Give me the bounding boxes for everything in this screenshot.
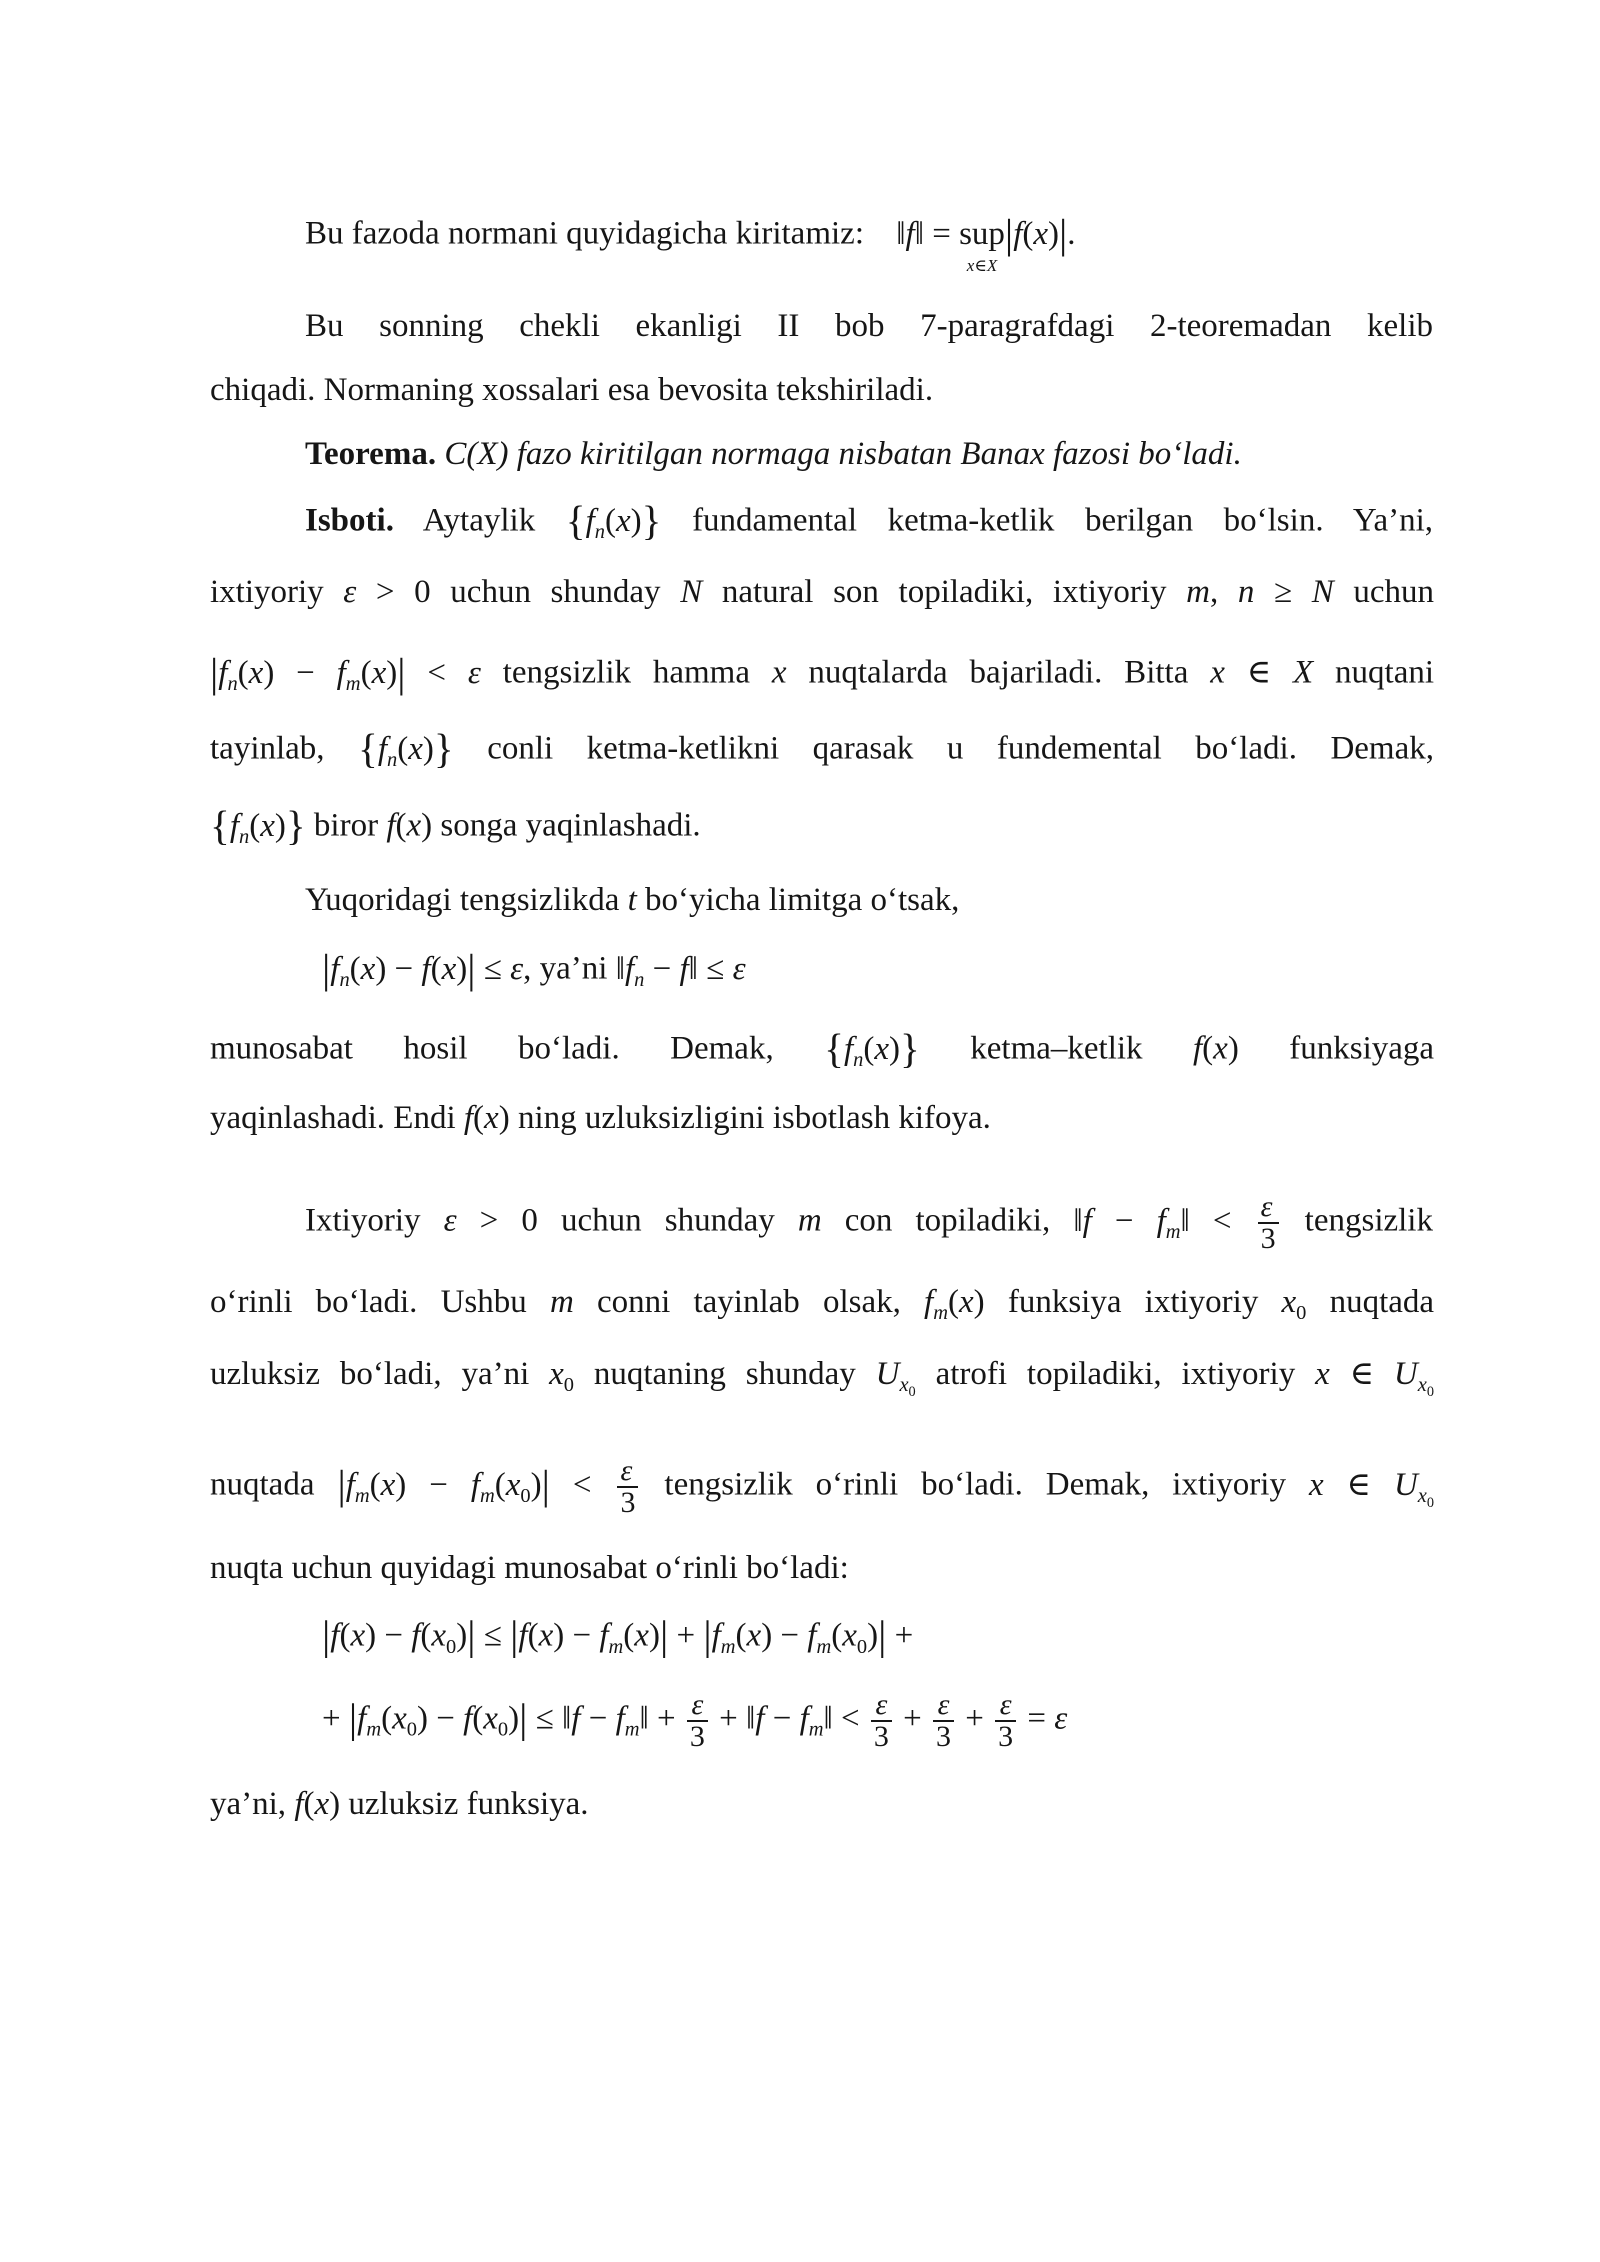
- sequence-formula-3: $\{f_n(x)\}$: [210, 802, 306, 848]
- convergence-line-1: munosabat hosil bo‘ladi. Demak, $\{f_n(x)\}$ ketma–ketlik f(x) funksiyaga: [210, 1025, 1435, 1071]
- paragraph-2-line-1: Bu sonning chekli ekanligi II bob 7-paragrafdagi 2-teoremadan kelib: [305, 308, 1433, 344]
- convergence-line-2: yaqinlashadi. Endi f(x) ning uzluksizligini isbotlash kifoya.: [210, 1100, 991, 1136]
- x-in-X: x ∈ X: [1210, 654, 1314, 691]
- continuity-line-5: nuqta uchun quyidagi munosabat o‘rinli bo‘ladi:: [210, 1550, 849, 1586]
- proof-line-3: $|f_n(x) - f_m(x)| < \varepsilon$ tengsizlik hamma x nuqtalarda bajariladi. Bitta x ∈ X nuqtani: [210, 649, 1435, 695]
- theorem-label: Teorema.: [305, 436, 437, 472]
- proof-line-4: tayinlab, $\{f_n(x)\}$ conli ketma-ketlikni qarasak u fundemental bo‘ladi. Demak,: [210, 725, 1434, 771]
- sequence-formula-2: $\{f_n(x)\}$: [358, 725, 454, 771]
- paragraph-2-line-2: chiqadi. Normaning xossalari esa bevosita tekshiriladi.: [210, 372, 934, 408]
- norm-intro-text: Bu fazoda normani quyidagicha kiritamiz:: [305, 215, 864, 252]
- continuity-line-3: uzluksiz bo‘ladi, ya’ni $x_0$ nuqtaning shunday $U_{x_0}$ atrofi topiladiki, ixtiyoriy x ∈ $U_{x_0}$: [210, 1356, 1434, 1401]
- norm-definition-line: [305, 210, 1076, 275]
- continuity-line-4: nuqtada $|f_m(x) - f_m(x_0)|$ < $\frac{\varepsilon}{3}$ tengsizlik o‘rinli bo‘ladi. Demak, ixtiyoriy x ∈ $U_{x_0}$: [210, 1454, 1435, 1519]
- continuity-line-2: o‘rinli bo‘ladi. Ushbu m conni tayinlab olsak, $f_m(x)$ funksiya ixtiyoriy $x_0$ nuqtada: [210, 1284, 1435, 1325]
- limit-inequality-formula: $|f_n(x) - f(x)| \le \varepsilon$, ya’ni $‖f_n$ − f‖ ≤ ε: [322, 945, 746, 991]
- limit-function: f(x): [386, 807, 433, 844]
- norm-epsilon-third: ‖f − $f_m‖$ < $\frac{\varepsilon}{3}$: [1073, 1203, 1281, 1239]
- conclusion-line: ya’ni, f(x) uzluksiz funksiya.: [210, 1786, 589, 1822]
- proof-label: Isboti.: [305, 502, 394, 539]
- theorem-text: C(X) fazo kiritilgan normaga nisbatan Banax fazosi bo‘ladi.: [444, 436, 1242, 472]
- norm-formula: ‖f‖ = sup x∈X |f(x)|.: [896, 216, 1075, 252]
- continuity-line-1: Ixtiyoriy ε > 0 uchun shunday m con topiladiki, ‖f − $f_m‖$ < $\frac{\varepsilon}{3}$ tengsizlik: [305, 1190, 1433, 1255]
- sup-subscript: x∈X: [966, 255, 998, 275]
- sequence-formula-4: $\{f_n(x)\}$: [824, 1025, 920, 1071]
- proof-line-5: $\{f_n(x)\}$ biror f(x) songa yaqinlashadi.: [210, 802, 701, 848]
- limit-passage-line: Yuqoridagi tengsizlikda t bo‘yicha limitga o‘tsak,: [305, 882, 960, 918]
- epsilon-positive: ε > 0: [343, 574, 431, 610]
- sequence-formula: $\{f_n(x)\}$: [565, 497, 662, 543]
- estimate-formula-line-1: $|f(x) - f(x_0)| \le |f(x) - f_m(x)| + |f_m(x) - f_m(x_0)|$ +: [322, 1612, 914, 1658]
- mn-condition: m, n ≥ N: [1186, 574, 1334, 610]
- theorem-statement: [305, 434, 1242, 474]
- cauchy-inequality: $|f_n(x) - f_m(x)| < \varepsilon$: [210, 649, 481, 695]
- proof-line-2: ixtiyoriy ε > 0 uchun shunday N natural son topiladiki, ixtiyoriy m, n ≥ N uchun: [210, 574, 1435, 610]
- estimate-formula-line-2: + $|f_m(x_0) - f(x_0)|$ ≤ ‖f − $f_m‖$ + $\frac{\varepsilon}{3}$ + ‖f − $f_m‖$ < $\frac{\varepsilon}{3}$ + $\frac{\varepsilon}{3}$ + $\frac{\varepsilon}{3}$ = ε: [322, 1688, 1068, 1753]
- local-continuity-inequality: $|f_m(x) - f_m(x_0)|$ < $\frac{\varepsilon}{3}$: [337, 1467, 641, 1503]
- proof-line-1: Isboti. Aytaylik $\{f_n(x)\}$ fundamental ketma-ketlik berilgan bo‘lsin. Ya’ni,: [305, 497, 1434, 543]
